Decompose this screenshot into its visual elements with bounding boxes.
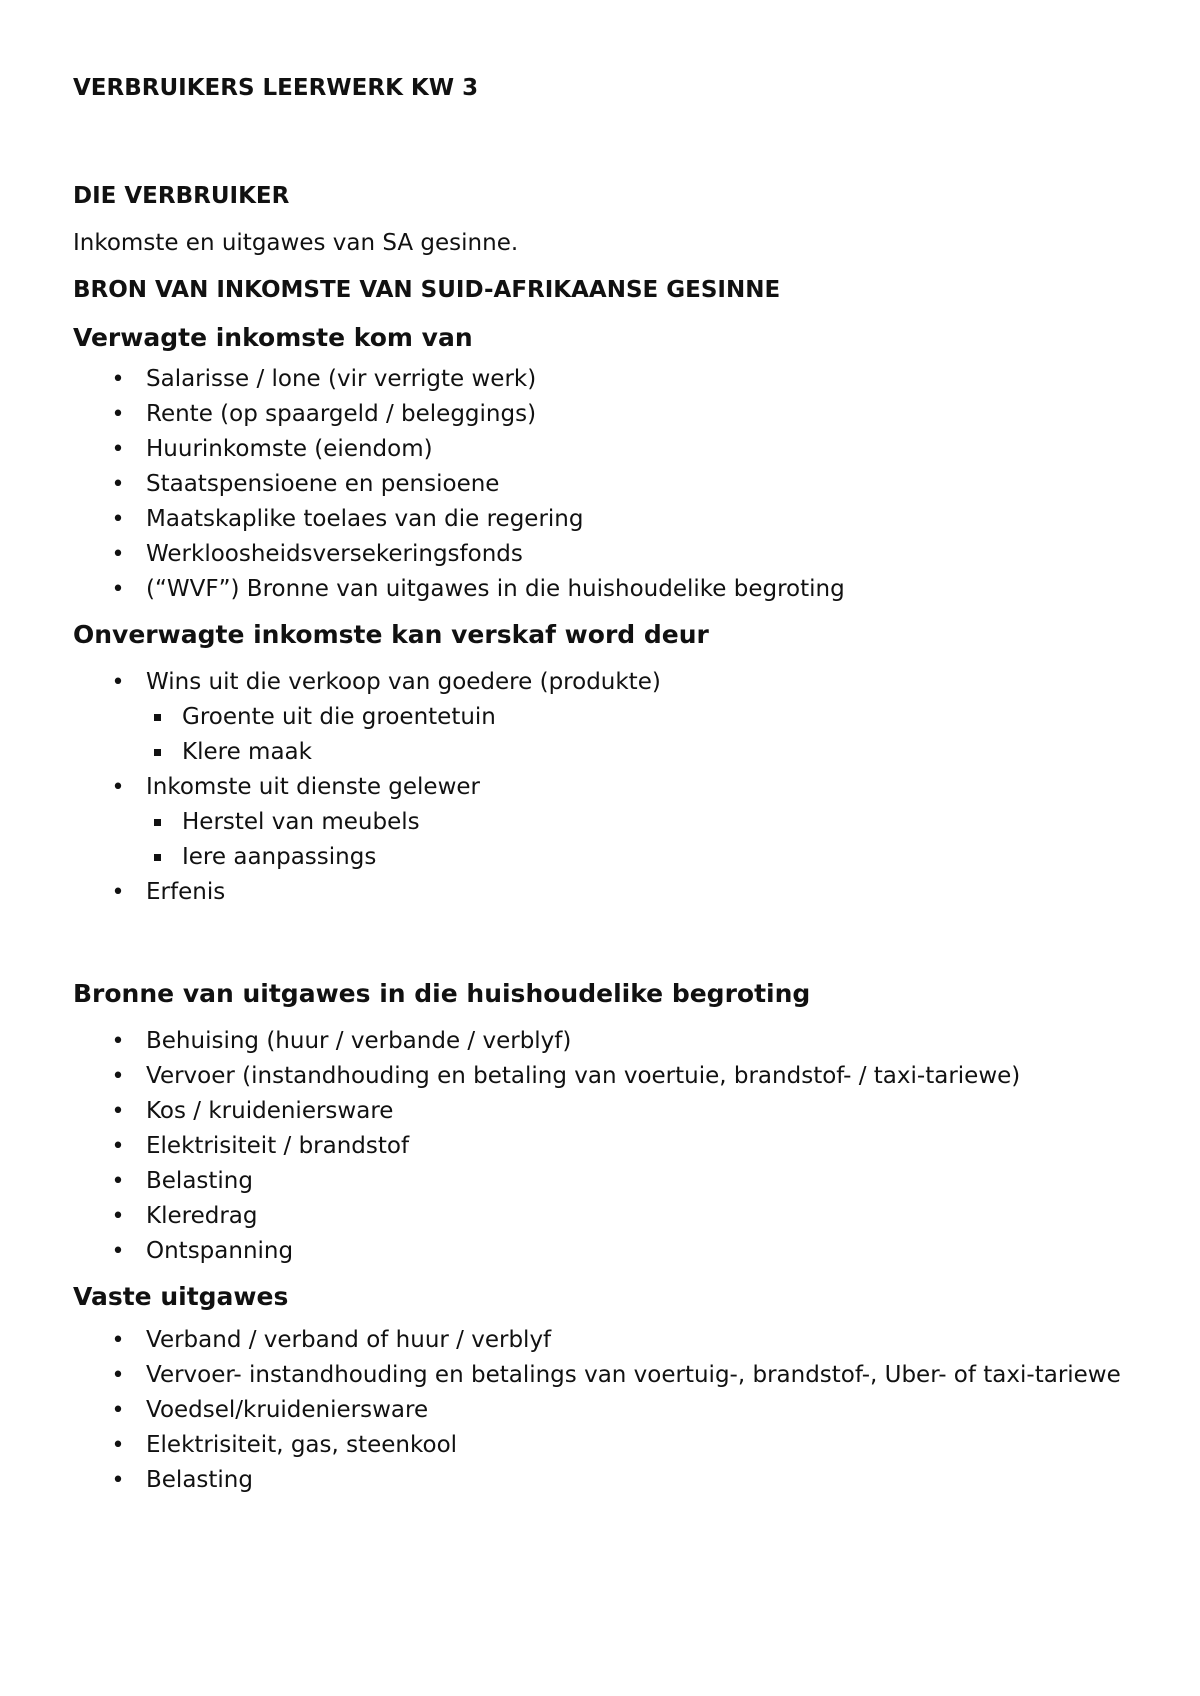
sub-list-item bbox=[182, 735, 1133, 770]
bullet-icon: • bbox=[111, 1204, 125, 1229]
sub-list-item bbox=[182, 805, 1133, 840]
bullet-icon: • bbox=[111, 507, 125, 532]
document-title: VERBRUIKERS LEERWERK KW 3 bbox=[73, 75, 479, 101]
subheading-vaste-uitgawes: Vaste uitgawes bbox=[73, 1282, 289, 1311]
bullet-icon: • bbox=[111, 1433, 125, 1458]
list-item bbox=[111, 1059, 1133, 1094]
bullet-icon: • bbox=[111, 1099, 125, 1124]
list-item bbox=[111, 1393, 1133, 1428]
blank-line bbox=[73, 918, 1133, 974]
list-item-text: Elektrisiteit, gas, steenkool bbox=[146, 1432, 458, 1458]
list-item bbox=[111, 1024, 1133, 1059]
list-item bbox=[111, 665, 1133, 770]
list-item-text: Rente (op spaargeld / beleggings) bbox=[146, 401, 537, 427]
list-item bbox=[111, 1129, 1133, 1164]
bullet-icon: • bbox=[111, 1239, 125, 1264]
list-item bbox=[111, 1358, 1133, 1393]
bullet-icon: • bbox=[111, 1363, 125, 1388]
list-item bbox=[111, 1428, 1133, 1463]
sub-list-item bbox=[182, 840, 1133, 875]
list-item-text: Erfenis bbox=[146, 879, 226, 905]
sub-list-item-text: Herstel van meubels bbox=[182, 809, 420, 835]
list-item-text: Vervoer- instandhouding en betalings van voertuig-, brandstof-, Uber- of taxi-tariewe bbox=[146, 1362, 1121, 1388]
list-item bbox=[111, 875, 1133, 910]
list-item-text: Ontspanning bbox=[146, 1238, 294, 1264]
sub-list-item-text: Iere aanpassings bbox=[182, 844, 377, 870]
list-item-text: Wins uit die verkoop van goedere (produkte) bbox=[146, 669, 661, 695]
list-item-text: Belasting bbox=[146, 1168, 253, 1194]
bullet-icon: • bbox=[111, 1398, 125, 1423]
sub-list-item-text: Klere maak bbox=[182, 739, 312, 765]
list-item-text: Werkloosheidsversekeringsfonds bbox=[146, 541, 523, 567]
expenses-list bbox=[73, 1024, 1133, 1269]
list-item-text: Vervoer (instandhouding en betaling van voertuie, brandstof- / taxi-tariewe) bbox=[146, 1063, 1021, 1089]
sub-list-item bbox=[182, 700, 1133, 735]
subheading-verwagte-inkomste: Verwagte inkomste kom van bbox=[73, 323, 473, 352]
list-item bbox=[111, 502, 1133, 537]
square-bullet-icon bbox=[154, 819, 161, 826]
list-item bbox=[111, 467, 1133, 502]
unexpected-income-list bbox=[73, 665, 1133, 910]
bullet-icon: • bbox=[111, 542, 125, 567]
list-item bbox=[111, 1094, 1133, 1129]
bullet-icon: • bbox=[111, 1468, 125, 1493]
square-bullet-icon bbox=[154, 854, 161, 861]
document-page bbox=[73, 68, 1133, 1506]
bullet-icon: • bbox=[111, 472, 125, 497]
list-item bbox=[111, 572, 1133, 607]
list-item bbox=[111, 1463, 1133, 1498]
list-item-text: Staatspensioene en pensioene bbox=[146, 471, 500, 497]
list-item-text: Maatskaplike toelaes van die regering bbox=[146, 506, 584, 532]
sub-list bbox=[146, 700, 1133, 770]
sub-list bbox=[146, 805, 1133, 875]
bullet-icon: • bbox=[111, 1134, 125, 1159]
list-item-text: Kleredrag bbox=[146, 1203, 258, 1229]
list-item-text: Behuising (huur / verbande / verblyf) bbox=[146, 1028, 572, 1054]
intro-text: Inkomste en uitgawes van SA gesinne. bbox=[73, 230, 519, 256]
list-item-text: Salarisse / lone (vir verrigte werk) bbox=[146, 366, 537, 392]
list-item bbox=[111, 432, 1133, 467]
bullet-icon: • bbox=[111, 367, 125, 392]
list-item bbox=[111, 1199, 1133, 1234]
square-bullet-icon bbox=[154, 714, 161, 721]
list-item-text: Verband / verband of huur / verblyf bbox=[146, 1327, 552, 1353]
bullet-icon: • bbox=[111, 775, 125, 800]
bullet-icon: • bbox=[111, 402, 125, 427]
bullet-icon: • bbox=[111, 670, 125, 695]
fixed-expenses-list bbox=[73, 1323, 1133, 1498]
bullet-icon: • bbox=[111, 1029, 125, 1054]
list-item-text: Kos / kruideniersware bbox=[146, 1098, 394, 1124]
expected-income-list bbox=[73, 362, 1133, 607]
list-item-text: Huurinkomste (eiendom) bbox=[146, 436, 433, 462]
list-item bbox=[111, 1164, 1133, 1199]
list-item bbox=[111, 362, 1133, 397]
section-heading-bron-van-inkomste: BRON VAN INKOMSTE VAN SUID-AFRIKAANSE GESINNE bbox=[73, 277, 781, 303]
list-item bbox=[111, 1234, 1133, 1269]
bullet-icon: • bbox=[111, 1064, 125, 1089]
list-item-text: Elektrisiteit / brandstof bbox=[146, 1133, 410, 1159]
subheading-onverwagte-inkomste: Onverwagte inkomste kan verskaf word deur bbox=[73, 620, 709, 649]
sub-list-item-text: Groente uit die groentetuin bbox=[182, 704, 496, 730]
subheading-bronne-van-uitgawes: Bronne van uitgawes in die huishoudelike begroting bbox=[73, 979, 811, 1008]
list-item-text: Inkomste uit dienste gelewer bbox=[146, 774, 480, 800]
list-item bbox=[111, 397, 1133, 432]
square-bullet-icon bbox=[154, 749, 161, 756]
list-item-text: Voedsel/kruideniersware bbox=[146, 1397, 429, 1423]
list-item bbox=[111, 770, 1133, 875]
list-item bbox=[111, 1323, 1133, 1358]
bullet-icon: • bbox=[111, 577, 125, 602]
bullet-icon: • bbox=[111, 1328, 125, 1353]
list-item-text: (“WVF”) Bronne van uitgawes in die huishoudelike begroting bbox=[146, 576, 845, 602]
list-item bbox=[111, 537, 1133, 572]
list-item-text: Belasting bbox=[146, 1467, 253, 1493]
section-heading-die-verbruiker: DIE VERBRUIKER bbox=[73, 183, 290, 209]
bullet-icon: • bbox=[111, 880, 125, 905]
bullet-icon: • bbox=[111, 1169, 125, 1194]
bullet-icon: • bbox=[111, 437, 125, 462]
